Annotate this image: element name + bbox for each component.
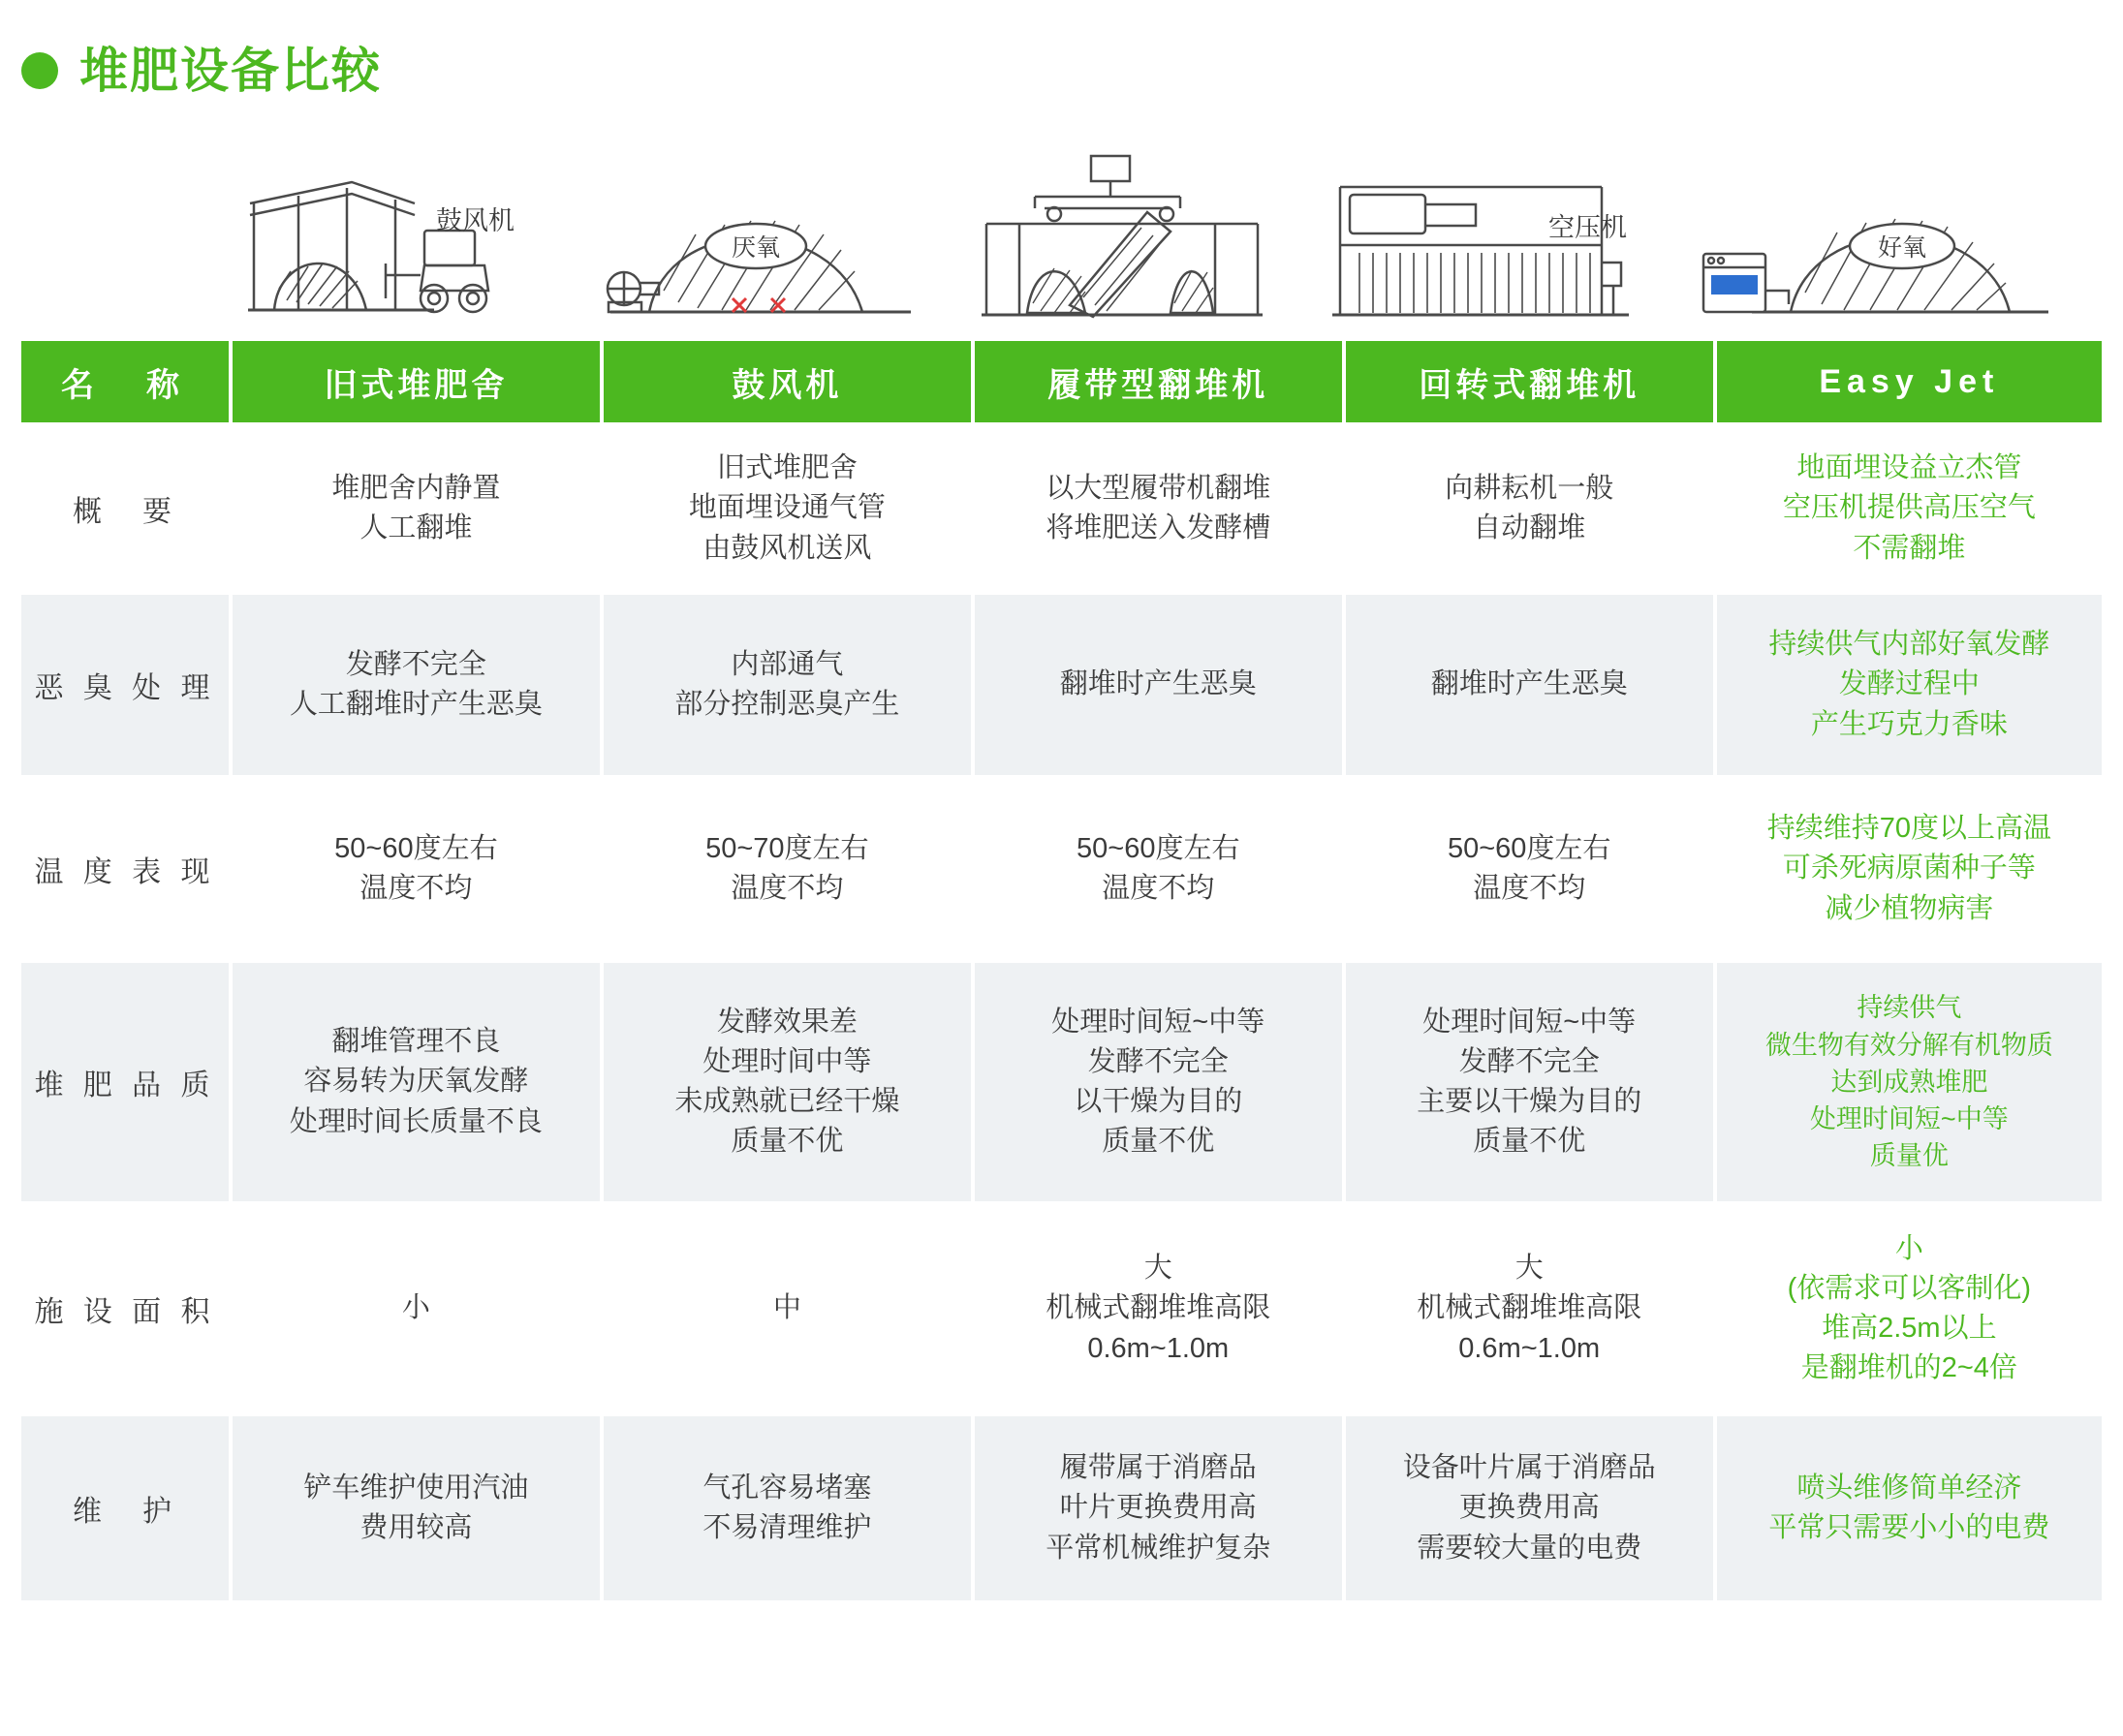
row-label-summary: 概 要 (21, 426, 229, 591)
cell-line: 质量优 (1869, 1141, 1949, 1171)
cell-line: 0.6m~1.0m (1087, 1332, 1230, 1364)
cell-odor-treatment-col2 (604, 595, 971, 775)
cell-line: 50~60度左右 (1447, 832, 1611, 864)
cell-maintenance-col3 (975, 1416, 1342, 1600)
cell-line: 堆肥舍内静置 (331, 472, 501, 504)
old-compost-shed-illustration (240, 174, 560, 329)
cell-compost-quality-col2 (604, 963, 971, 1201)
cell-line: 需要较大量的电费 (1417, 1532, 1642, 1564)
cell-summary-col3 (975, 426, 1342, 591)
cell-compost-quality-col3 (975, 963, 1342, 1201)
cell-odor-treatment-col5 (1717, 595, 2102, 775)
cell-maintenance-col5 (1717, 1416, 2102, 1600)
page-title: 堆肥设备比较 (79, 44, 382, 98)
cell-line: 平常机械维护复杂 (1046, 1532, 1271, 1564)
blower-label: 鼓风机 (436, 206, 515, 235)
cell-line: 更换费用高 (1458, 1492, 1600, 1524)
cell-line: 翻堆时产生恶臭 (1059, 668, 1257, 700)
cell-line: 机械式翻堆堆高限 (1417, 1292, 1642, 1324)
cell-line: 中 (772, 1292, 801, 1324)
cell-facility-area-col1 (233, 1205, 600, 1412)
cell-line: 50~60度左右 (1077, 832, 1240, 864)
blower-anaerobic-label: 厌氧 (731, 234, 781, 262)
air-compressor-label: 空压机 (1548, 213, 1627, 242)
cell-line: 内部通气 (731, 648, 844, 680)
cell-line: 人工翻堆时产生恶臭 (289, 689, 543, 720)
cell-line: 可杀死病原菌种子等 (1782, 852, 2036, 884)
row-label-odor-treatment: 恶 臭 处 理 (21, 595, 229, 775)
row-label-maintenance: 维 护 (21, 1416, 229, 1600)
cell-line: 气孔容易堵塞 (702, 1472, 872, 1504)
cell-line: 50~60度左右 (334, 832, 498, 864)
cell-line: 处理时间短~中等 (1051, 1006, 1265, 1038)
cell-maintenance-col1 (233, 1416, 600, 1600)
cell-line: 发酵不完全 (1087, 1045, 1229, 1077)
cell-line: 地面埋设通气管 (688, 492, 886, 524)
cell-compost-quality-col1 (233, 963, 600, 1201)
header-name: 名 称 (21, 341, 229, 422)
cell-line: 向耕耘机一般 (1445, 472, 1614, 504)
cell-summary-col5 (1717, 426, 2102, 591)
table-row-summary (21, 426, 2102, 591)
cell-line: 小 (1894, 1232, 1923, 1264)
bullet-icon (21, 52, 58, 89)
table-row-compost-quality (21, 963, 2102, 1201)
cell-line: 人工翻堆 (359, 512, 473, 543)
cell-line: 持续供气 (1857, 993, 1962, 1023)
cell-line: 大 (1143, 1253, 1172, 1285)
cell-summary-col1 (233, 426, 600, 591)
cell-compost-quality-col5 (1717, 963, 2102, 1201)
cell-line: 叶片更换费用高 (1059, 1492, 1257, 1524)
cell-line: 地面埋设益立杰管 (1796, 452, 2022, 484)
cell-line: 不易清理维护 (702, 1512, 872, 1543)
cell-line: 0.6m~1.0m (1458, 1332, 1601, 1364)
cell-line: 机械式翻堆堆高限 (1046, 1292, 1271, 1324)
cell-temperature-performance-col5 (1717, 779, 2102, 959)
cell-odor-treatment-col4 (1346, 595, 1713, 775)
row-label-compost-quality: 堆 肥 品 质 (21, 963, 229, 1201)
cell-line: 产生巧克力香味 (1810, 708, 2008, 740)
cell-line: 容易转为厌氧发酵 (303, 1066, 529, 1098)
cell-line: 发酵不完全 (1458, 1045, 1600, 1077)
table-row-odor-treatment (21, 595, 2102, 775)
cell-line: 温度不均 (359, 873, 473, 904)
cell-line: 发酵不完全 (345, 648, 486, 680)
illustration-band (17, 107, 2106, 329)
cell-line: 温度不均 (1102, 873, 1215, 904)
cell-line: 处理时间中等 (702, 1045, 872, 1077)
cell-line: 持续供气内部好氧发酵 (1768, 629, 2050, 661)
cell-temperature-performance-col4 (1346, 779, 1713, 959)
header-crawler-turner: 履带型翻堆机 (975, 341, 1342, 422)
cell-line: 质量不优 (1473, 1126, 1586, 1158)
cell-line: 持续维持70度以上高温 (1766, 813, 2051, 845)
cell-line: 处理时间短~中等 (1422, 1006, 1637, 1038)
table-body (21, 426, 2102, 1600)
cell-line: 质量不优 (1102, 1126, 1215, 1158)
cell-line: 质量不优 (731, 1126, 844, 1158)
cell-line: 未成熟就已经干燥 (674, 1086, 900, 1117)
cell-line: 发酵效果差 (716, 1006, 858, 1038)
table-row-facility-area (21, 1205, 2102, 1412)
cell-line: 旧式堆肥舍 (716, 452, 858, 484)
cell-line: 翻堆管理不良 (331, 1026, 501, 1058)
cell-line: (依需求可以客制化) (1787, 1272, 2031, 1304)
cell-line: 小 (401, 1292, 430, 1324)
cell-line: 温度不均 (1473, 873, 1586, 904)
aerobic-label: 好氧 (1877, 234, 1927, 262)
cell-odor-treatment-col1 (233, 595, 600, 775)
table-header-row (21, 341, 2102, 422)
comparison-table (17, 337, 2106, 1604)
cell-temperature-performance-col2 (604, 779, 971, 959)
table-row-maintenance (21, 1416, 2102, 1600)
cell-line: 温度不均 (731, 873, 844, 904)
header-blower: 鼓风机 (604, 341, 971, 422)
header-easy-jet: Easy Jet (1717, 341, 2102, 422)
cell-line: 部分控制恶臭产生 (674, 689, 900, 720)
cell-compost-quality-col4 (1346, 963, 1713, 1201)
cell-line: 堆高2.5m以上 (1822, 1313, 1997, 1344)
header-old-shed: 旧式堆肥舍 (233, 341, 600, 422)
cell-line: 是翻堆机的2~4倍 (1800, 1352, 2017, 1384)
cell-line: 将堆肥送入发酵槽 (1046, 512, 1271, 543)
cell-facility-area-col5 (1717, 1205, 2102, 1412)
easy-jet-illustration (1548, 174, 2052, 329)
cell-line: 费用较高 (359, 1512, 473, 1543)
cell-line: 微生物有效分解有机物质 (1764, 1030, 2053, 1060)
cell-line: 处理时间短~中等 (1809, 1104, 2009, 1134)
cell-summary-col4 (1346, 426, 1713, 591)
rotary-turner-illustration (1330, 170, 1631, 329)
cell-maintenance-col2 (604, 1416, 971, 1600)
cell-facility-area-col3 (975, 1205, 1342, 1412)
cell-temperature-performance-col1 (233, 779, 600, 959)
cell-line: 履带属于消磨品 (1059, 1452, 1257, 1484)
cell-line: 不需翻堆 (1853, 532, 1966, 564)
cell-line: 平常只需要小小的电费 (1768, 1512, 2050, 1543)
cell-summary-col2 (604, 426, 971, 591)
cell-line: 翻堆时产生恶臭 (1430, 668, 1628, 700)
cell-line: 设备叶片属于消磨品 (1402, 1452, 1656, 1484)
blower-illustration (436, 174, 959, 329)
cell-maintenance-col4 (1346, 1416, 1713, 1600)
cell-line: 达到成熟堆肥 (1830, 1067, 1988, 1097)
cell-line: 大 (1514, 1253, 1544, 1285)
page-title-row (0, 0, 2123, 107)
cell-facility-area-col4 (1346, 1205, 1713, 1412)
cell-line: 减少植物病害 (1825, 892, 1994, 924)
cell-line: 以大型履带机翻堆 (1046, 472, 1271, 504)
row-label-temperature-performance: 温 度 表 现 (21, 779, 229, 959)
table-row-temperature-performance (21, 779, 2102, 959)
crawler-turner-illustration (977, 150, 1267, 329)
cell-line: 主要以干燥为目的 (1417, 1086, 1642, 1117)
cell-line: 处理时间长质量不良 (289, 1105, 543, 1137)
cell-line: 发酵过程中 (1838, 668, 1980, 700)
table-header (21, 341, 2102, 422)
cell-line: 喷头维修简单经济 (1796, 1472, 2022, 1504)
row-label-facility-area: 施 设 面 积 (21, 1205, 229, 1412)
cell-odor-treatment-col3 (975, 595, 1342, 775)
cell-line: 由鼓风机送风 (702, 532, 872, 564)
cell-line: 自动翻堆 (1473, 512, 1586, 543)
cell-temperature-performance-col3 (975, 779, 1342, 959)
cell-line: 铲车维护使用汽油 (303, 1472, 529, 1504)
cell-line: 50~70度左右 (705, 832, 869, 864)
cell-line: 空压机提供高压空气 (1782, 492, 2036, 524)
cell-line: 以干燥为目的 (1074, 1086, 1243, 1117)
cell-facility-area-col2 (604, 1205, 971, 1412)
header-rotary-turner: 回转式翻堆机 (1346, 341, 1713, 422)
